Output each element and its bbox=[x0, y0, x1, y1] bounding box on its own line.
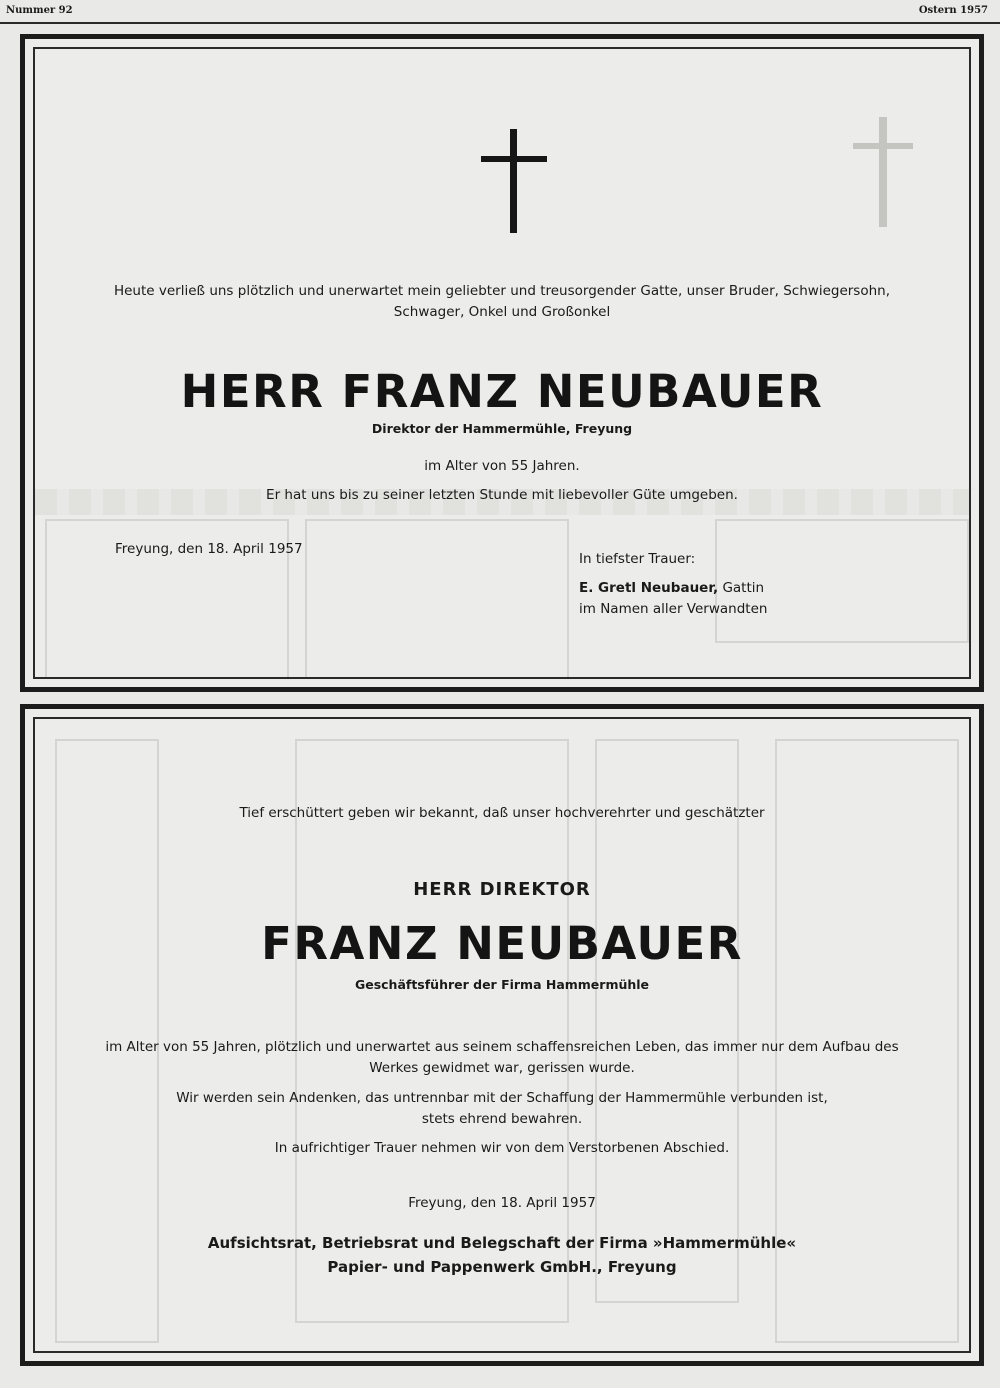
farewell-line: In aufrichtiger Trauer nehmen wir von dem Verstorbenen Abschied. bbox=[274, 1140, 730, 1156]
paragraph-circumstances bbox=[35, 1037, 969, 1079]
mourner-name: E. Gretl Neubauer, bbox=[579, 580, 719, 596]
family-obituary-notice bbox=[20, 34, 984, 692]
deceased-title: Direktor der Hammermühle, Freyung bbox=[371, 421, 633, 436]
paragraph-remembrance bbox=[35, 1088, 969, 1130]
paragraph-1-line-1: im Alter von 55 Jahren, plötzlich und unerwartet aus seinem schaffensreichen Leben, das immer nur dem Aufbau des bbox=[105, 1039, 899, 1055]
paragraph-2-line-2: stets ehrend bewahren. bbox=[421, 1111, 583, 1127]
page-header bbox=[0, 0, 1000, 24]
age-line: im Alter von 55 Jahren. bbox=[424, 458, 580, 474]
opening-paragraph bbox=[35, 281, 969, 323]
honorific-line: HERR DIREKTOR bbox=[413, 879, 591, 900]
signatories-line-2: Papier- und Pappenwerk GmbH., Freyung bbox=[327, 1258, 677, 1276]
relatives-line: im Namen aller Verwandten bbox=[579, 601, 768, 617]
family-obituary-inner-frame bbox=[33, 47, 971, 679]
place-date: Freyung, den 18. April 1957 bbox=[408, 1195, 596, 1211]
signatories-line-1: Aufsichtsrat, Betriebsrat und Belegschaft der Firma »Hammermühle« bbox=[207, 1234, 797, 1252]
signatories-block bbox=[35, 1231, 969, 1279]
company-obituary-notice bbox=[20, 704, 984, 1366]
mourner-role: Gattin bbox=[722, 580, 765, 596]
bleedthrough-box bbox=[305, 519, 569, 679]
edition-label: Ostern 1957 bbox=[918, 5, 988, 16]
issue-number: Nummer 92 bbox=[6, 5, 73, 16]
deceased-title: Geschäftsführer der Firma Hammermühle bbox=[354, 977, 650, 992]
deceased-name-headline: FRANZ NEUBAUER bbox=[261, 917, 743, 970]
tribute-line: Er hat uns bis zu seiner letzten Stunde mit liebevoller Güte umgeben. bbox=[266, 487, 738, 503]
mourning-heading: In tiefster Trauer: bbox=[579, 551, 696, 567]
company-obituary-inner-frame bbox=[33, 717, 971, 1353]
paragraph-1-line-2: Werkes gewidmet war, gerissen wurde. bbox=[369, 1060, 635, 1076]
place-date: Freyung, den 18. April 1957 bbox=[115, 541, 303, 557]
bleedthrough-cross-icon bbox=[853, 117, 913, 227]
opening-line: Tief erschüttert geben wir bekannt, daß unser hochverehrter und geschätzter bbox=[239, 805, 765, 821]
opening-line-1: Heute verließ uns plötzlich und unerwartet mein geliebter und treusorgender Gatte, unser Bruder, Schwiegersohn, bbox=[113, 283, 891, 299]
mourners-block bbox=[579, 549, 767, 620]
paragraph-2-line-1: Wir werden sein Andenken, das untrennbar mit der Schaffung der Hammermühle verbunden ist, bbox=[176, 1090, 828, 1106]
opening-line-2: Schwager, Onkel und Großonkel bbox=[393, 304, 611, 320]
mourner-line bbox=[579, 578, 767, 599]
cross-icon bbox=[481, 129, 547, 233]
deceased-name-headline: HERR FRANZ NEUBAUER bbox=[180, 365, 824, 418]
